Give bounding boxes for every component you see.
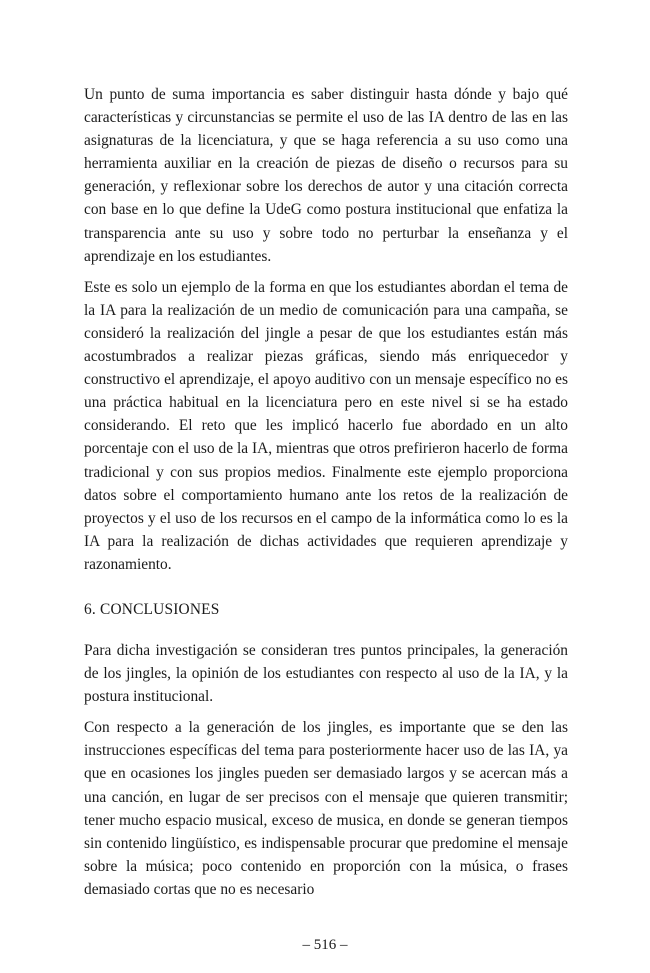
paragraph: Un punto de suma importancia es saber distinguir hasta dónde y bajo qué características y circunstancias se permite el uso de las IA dentro de las en las asignaturas de la licenciatura, y que se haga referencia a su uso como una herramienta auxiliar en la creación de piezas de diseño o recursos para su generación, y reflexionar sobre los derechos de autor y una citación correcta con base en lo que define la UdeG como postura institucional que enfatiza la transparencia ante su uso y sobre todo no perturbar la enseñanza y el aprendizaje en los estudiantes.	[84, 86, 568, 265]
paragraph: Con respecto a la generación de los jingles, es importante que se den las instrucciones específicas del tema para posteriormente hacer uso de las IA, ya que en ocasiones los jingles pueden ser demasiado largos y se acercan más a una canción, en lugar de ser precisos con el mensaje que quieren transmitir; tener mucho espacio musical, exceso de musica, en donde se generan tiempos sin contenido lingüístico, es indispensable procurar que predomine el mensaje sobre la música; poco contenido en proporción con la música, o frases demasiado cortas que no es necesario	[84, 719, 568, 898]
paragraph: Este es solo un ejemplo de la forma en que los estudiantes abordan el tema de la IA para la realización de un medio de comunicación para una campaña, se consideró la realización del jingle a pesar de que los estudiantes están más acostumbrados a realizar piezas gráficas, siendo más enriquecedor y constructivo el aprendizaje, el apoyo auditivo con un mensaje específico no es una práctica habitual en la licenciatura pero en este nivel si se ha estado considerando. El reto que les implicó hacerlo fue abordado en un alto porcentaje con el uso de la IA, mientras que otros prefirieron hacerlo de forma tradicional y con sus propios medios. Finalmente este ejemplo proporciona datos sobre el comportamiento humano ante los retos de la realización de proyectos y el uso de los recursos en el campo de la informática como lo es la IA para la realización de dichas actividades que requieren aprendizaje y razonamiento.	[84, 278, 568, 573]
page-number: – 516 –	[302, 937, 348, 953]
paragraph: Para dicha investigación se consideran tres puntos principales, la generación de los jingles, la opinión de los estudiantes con respecto al uso de la IA, y la postura institucional.	[84, 641, 568, 706]
page-body	[84, 83, 568, 909]
section-heading: 6. CONCLUSIONES	[84, 600, 220, 618]
